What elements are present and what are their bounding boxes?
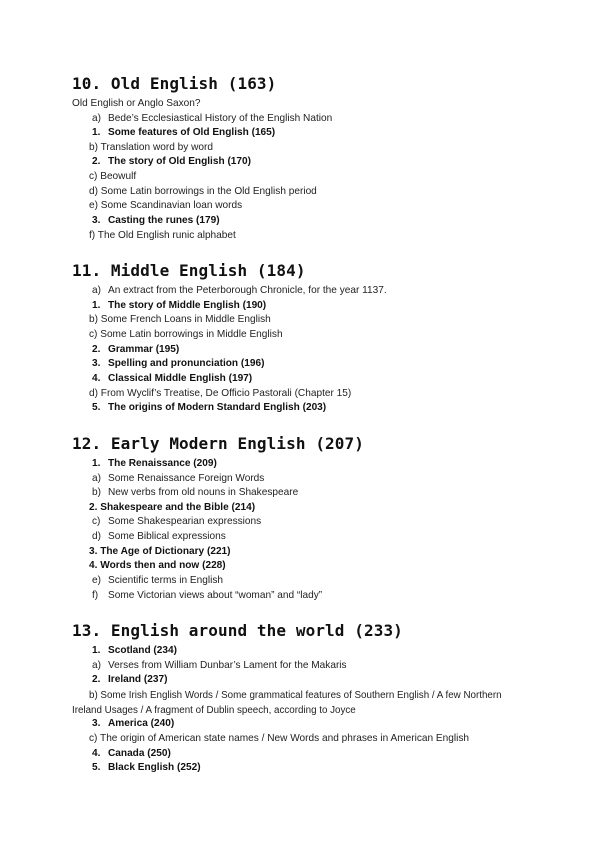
list-item <box>92 473 264 485</box>
item-text: Ireland (237) <box>108 674 168 685</box>
list-item <box>92 300 266 312</box>
item-text: Some features of Old English (165) <box>108 127 276 138</box>
item-text: 4. Words then and now (228) <box>89 560 226 571</box>
item-marker: e) <box>92 575 101 586</box>
item-text: Old English or Anglo Saxon? <box>72 98 201 109</box>
list-item <box>92 575 223 587</box>
list-item <box>92 487 298 499</box>
list-item <box>92 458 217 470</box>
item-text: Spelling and pronunciation (196) <box>108 358 265 369</box>
item-text: Scientific terms in English <box>108 575 223 586</box>
list-item <box>92 516 261 528</box>
item-text: Grammar (195) <box>108 344 180 355</box>
item-text: Some Biblical expressions <box>108 531 226 542</box>
item-text: The story of Middle English (190) <box>108 300 267 311</box>
list-item <box>89 200 242 212</box>
item-text: Verses from William Dunbar’s Lament for the Makaris <box>108 660 347 671</box>
list-item <box>72 98 201 110</box>
list-item <box>92 762 201 774</box>
list-item <box>89 186 317 198</box>
item-marker: 2. <box>92 156 101 167</box>
list-item <box>92 674 167 686</box>
list-item <box>89 733 469 745</box>
item-marker: 1. <box>92 127 101 138</box>
item-marker: 1. <box>92 458 101 469</box>
item-marker: 3. <box>92 358 101 369</box>
list-item <box>92 373 252 385</box>
item-marker: b) <box>92 487 101 498</box>
item-text: e) Some Scandinavian loan words <box>89 200 243 211</box>
list-item <box>92 531 226 543</box>
item-marker: a) <box>92 113 101 124</box>
list-item <box>89 388 351 400</box>
item-text: The story of Old English (170) <box>108 156 252 167</box>
item-text: f) The Old English runic alphabet <box>89 230 236 241</box>
item-marker: 3. <box>92 215 101 226</box>
list-item <box>92 645 177 657</box>
list-item <box>89 502 255 514</box>
list-item <box>92 402 326 414</box>
item-text: The Renaissance (209) <box>108 458 217 469</box>
item-text: c) Beowulf <box>89 171 137 182</box>
item-text: b) Some French Loans in Middle English <box>89 314 271 325</box>
list-item <box>92 127 275 139</box>
list-item <box>92 344 179 356</box>
item-marker: f) <box>92 590 99 601</box>
item-text: c) Some Latin borrowings in Middle English <box>89 329 283 340</box>
list-item <box>72 689 532 718</box>
item-text: Some Renaissance Foreign Words <box>108 473 265 484</box>
item-text: Canada (250) <box>108 748 171 759</box>
item-marker: a) <box>92 285 101 296</box>
item-marker: c) <box>92 516 101 527</box>
list-item <box>89 230 236 242</box>
list-item <box>92 215 220 227</box>
item-marker: 1. <box>92 645 101 656</box>
item-marker: 1. <box>92 300 101 311</box>
item-text: Casting the runes (179) <box>108 215 220 226</box>
list-item <box>92 590 322 602</box>
item-text: The origins of Modern Standard English (203) <box>108 402 327 413</box>
item-text: 3. The Age of Dictionary (221) <box>89 546 231 557</box>
item-text: New verbs from old nouns in Shakespeare <box>108 487 299 498</box>
item-marker: d) <box>92 531 101 542</box>
item-marker: 4. <box>92 373 101 384</box>
list-item <box>89 546 231 558</box>
item-marker: 5. <box>92 762 101 773</box>
list-item <box>92 718 174 730</box>
item-text: America (240) <box>108 718 175 729</box>
item-text: 2. Shakespeare and the Bible (214) <box>89 502 256 513</box>
item-text: An extract from the Peterborough Chronicle, for the year 1137. <box>108 285 387 296</box>
item-text: d) Some Latin borrowings in the Old English period <box>89 186 317 197</box>
item-marker: 2. <box>92 344 101 355</box>
item-marker: 2. <box>92 674 101 685</box>
section-heading-early-modern-english: 12. Early Modern English (207) <box>72 434 364 453</box>
item-text: Black English (252) <box>108 762 201 773</box>
item-text: d) From Wyclif’s Treatise, De Officio Pastorali (Chapter 15) <box>89 388 352 399</box>
item-text: Bede’s Ecclesiastical History of the English Nation <box>108 113 333 124</box>
item-text: c) The origin of American state names / New Words and phrases in American English <box>89 733 470 744</box>
item-marker: 4. <box>92 748 101 759</box>
item-text: Scotland (234) <box>108 645 177 656</box>
list-item <box>92 113 332 125</box>
section-heading-middle-english: 11. Middle English (184) <box>72 261 306 280</box>
list-item <box>92 358 264 370</box>
list-item <box>92 660 347 672</box>
item-text: Some Victorian views about “woman” and “lady” <box>108 590 323 601</box>
item-text: b) Translation word by word <box>89 142 213 153</box>
item-marker: 3. <box>92 718 101 729</box>
list-item <box>89 142 213 154</box>
item-marker: 5. <box>92 402 101 413</box>
list-item <box>92 748 171 760</box>
list-item <box>89 314 271 326</box>
item-marker: a) <box>92 473 101 484</box>
list-item <box>89 171 136 183</box>
list-item <box>92 285 387 297</box>
item-text: Some Shakespearian expressions <box>108 516 262 527</box>
list-item <box>92 156 251 168</box>
section-heading-english-around-the-world: 13. English around the world (233) <box>72 621 403 640</box>
list-item <box>89 560 226 572</box>
section-heading-old-english: 10. Old English (163) <box>72 74 277 93</box>
item-marker: a) <box>92 660 101 671</box>
list-item <box>89 329 283 341</box>
item-text: Classical Middle English (197) <box>108 373 253 384</box>
item-text: b) Some Irish English Words / Some grammatical features of Southern English / A few Northern Ireland Usages / A fragment of Dublin speech, according to Joyce <box>72 690 502 716</box>
